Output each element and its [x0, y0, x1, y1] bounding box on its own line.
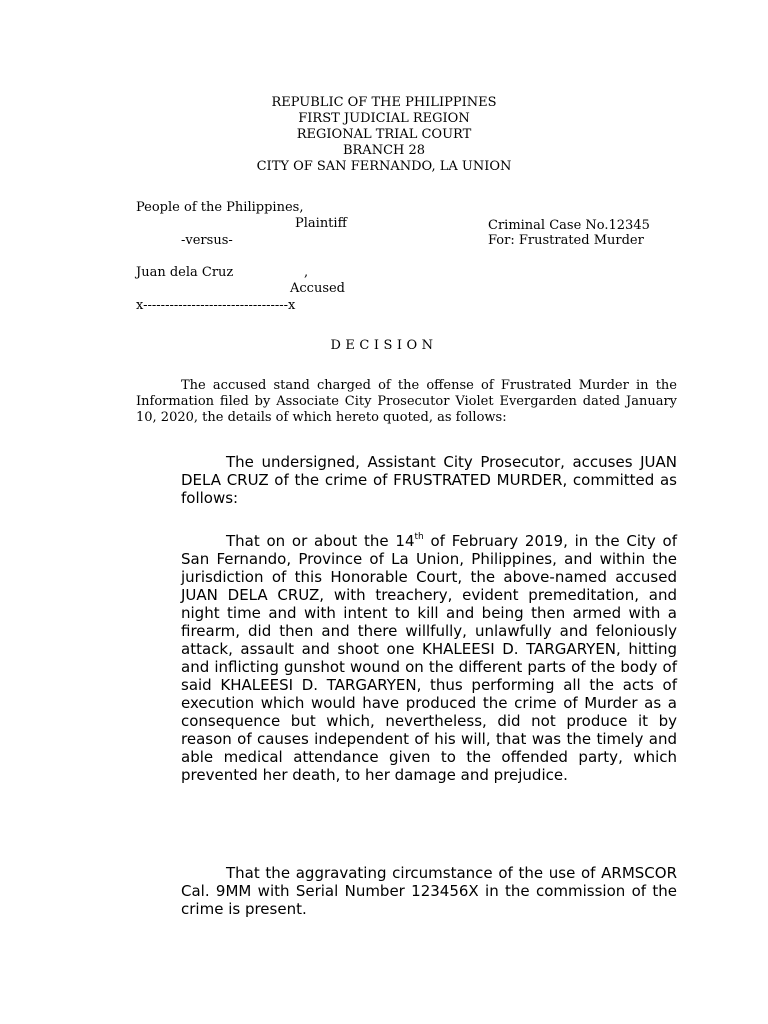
accused-comma: , — [304, 265, 309, 280]
quote-paragraph-1: The undersigned, Assistant City Prosecutor, accuses JUAN DELA CRUZ of the crime of FRUSTRATED MURDER, committed as follows: — [181, 453, 677, 507]
plaintiff-name: People of the Philippines, — [136, 200, 304, 215]
quote-paragraph-2 — [181, 532, 677, 784]
accused-label: Accused — [290, 281, 346, 296]
quote-paragraph-2-start: That on or about the 14 — [226, 532, 415, 550]
information-quote-body — [181, 532, 677, 784]
header-trial-court: REGIONAL TRIAL COURT — [296, 127, 472, 142]
quote-paragraph-3: That the aggravating circumstance of the use of ARMSCOR Cal. 9MM with Serial Number 123456X in the commission of the crime is present. — [181, 864, 677, 918]
ordinal-suffix: th — [414, 532, 424, 542]
header-republic: REPUBLIC OF THE PHILIPPINES — [271, 95, 497, 110]
accused-name: Juan dela Cruz — [136, 265, 234, 280]
versus-label: -versus- — [181, 233, 233, 248]
case-offense: For: Frustrated Murder — [488, 233, 644, 248]
information-quote-opening — [181, 453, 677, 507]
header-judicial-region: FIRST JUDICIAL REGION — [298, 111, 470, 126]
court-header — [0, 95, 768, 175]
quote-paragraph-2-rest: of February 2019, in the City of San Fernando, Province of La Union, Philippines, and within the jurisdiction of this Honorable Court, the above-named accused JUAN DELA CRUZ, with treachery, evident premeditation, and night time and with intent to kill and being then armed with a firearm, did then and there willfully, unlawfully and feloniously attack, assault and shoot one KHALEESI D. TARGARYEN, hitting and inflicting gunshot wound on the different parts of the body of said KHALEESI D. TARGARYEN, thus performing all the acts of execution which would have produced the crime of Murder as a consequence but which, nevertheless, did not produce it by reason of causes independent of his will, that was the timely and able medical attendance given to the offended party, which prevented her death, to her damage and prejudice. — [181, 532, 677, 784]
caption-separator: x---------------------------------x — [136, 298, 296, 313]
information-quote-closing — [181, 864, 677, 918]
decision-title: DECISION — [330, 338, 438, 353]
plaintiff-label: Plaintiff — [295, 216, 347, 231]
header-branch: BRANCH 28 — [342, 143, 426, 158]
header-city: CITY OF SAN FERNANDO, LA UNION — [256, 159, 512, 174]
intro-paragraph: The accused stand charged of the offense of Frustrated Murder in the Information filed by Associate City Prosecutor Violet Evergarden dated January 10, 2020, the details of which hereto quoted, as follows: — [136, 378, 677, 425]
case-number: Criminal Case No.12345 — [488, 218, 650, 233]
